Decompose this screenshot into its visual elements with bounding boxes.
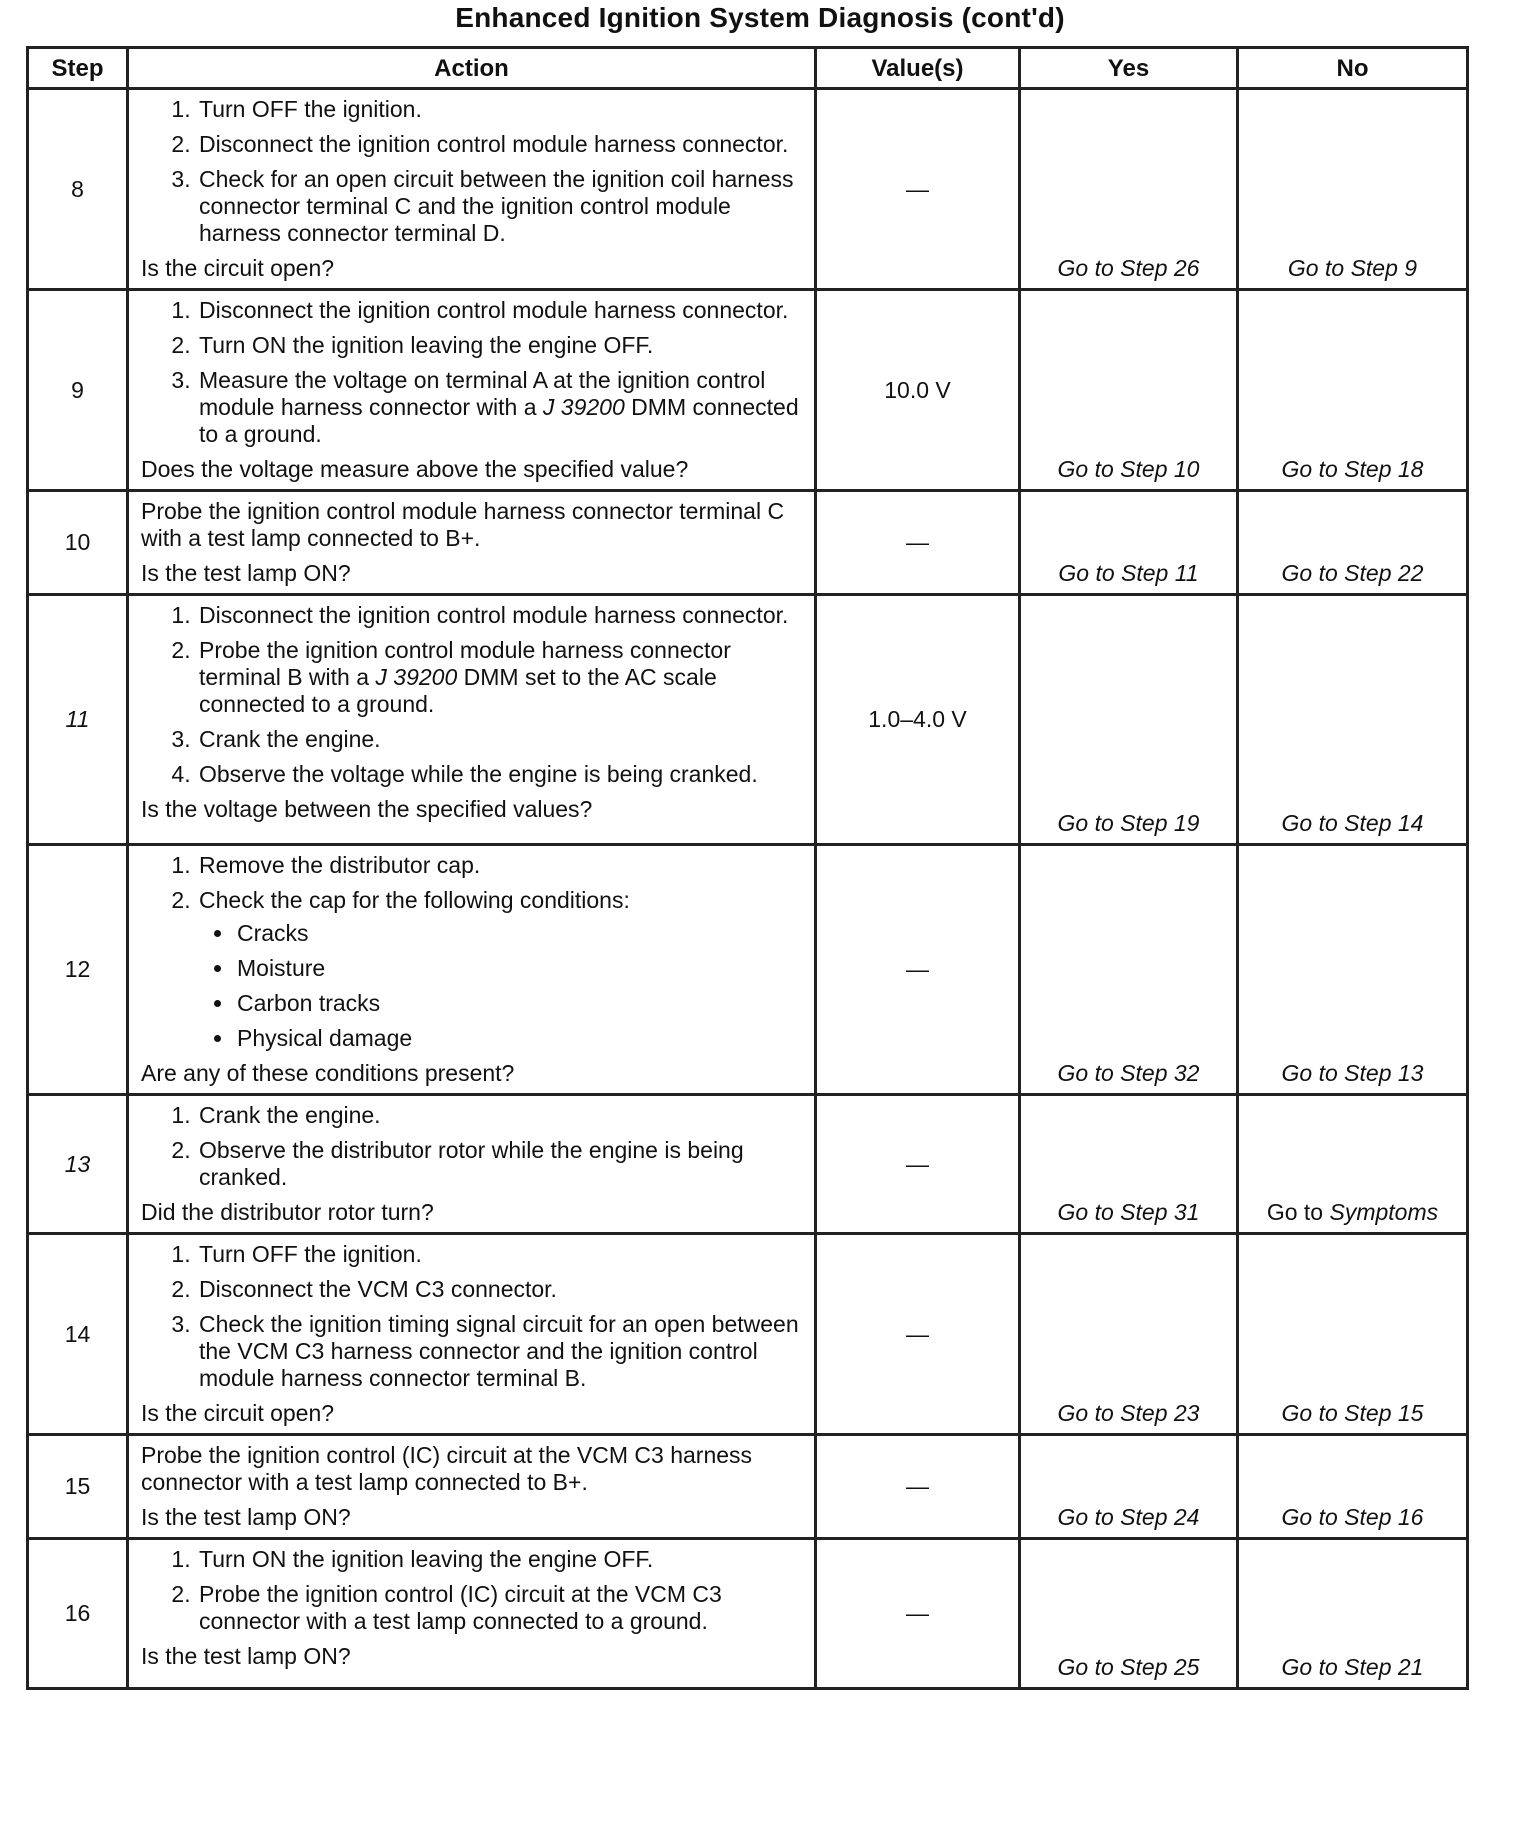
table-row: [28, 1095, 1468, 1234]
action-question: Is the circuit open?: [141, 255, 335, 281]
yes-link[interactable]: Go to Step 31: [1020, 1095, 1238, 1234]
no-link[interactable]: Go to Step 16: [1238, 1435, 1468, 1539]
table-row: [28, 89, 1468, 290]
action-question: Is the test lamp ON?: [141, 1643, 351, 1669]
step-number: 15: [28, 1435, 128, 1539]
action-text: Probe the ignition control module harness connector terminal C with a test lamp connected to B+.: [141, 498, 785, 551]
condition-item: • Physical damage: [235, 1025, 806, 1052]
action-text: Check the cap for the following conditions:: [199, 887, 630, 913]
value-cell: —: [816, 89, 1020, 290]
action-step: [197, 367, 806, 448]
action-cell: [128, 1234, 816, 1435]
value-cell: 10.0 V: [816, 290, 1020, 491]
action-step: 1. Crank the engine.: [197, 1102, 806, 1129]
action-cell: [128, 845, 816, 1095]
header-step: Step: [28, 48, 128, 89]
diagnosis-table: [26, 46, 1469, 1690]
action-steps: [141, 852, 806, 1052]
step-number: 9: [28, 290, 128, 491]
action-cell: [128, 290, 816, 491]
action-cell: [128, 1435, 816, 1539]
action-step: 1. Disconnect the ignition control module harness connector.: [197, 297, 806, 324]
value-cell: —: [816, 845, 1020, 1095]
yes-link[interactable]: Go to Step 25: [1020, 1539, 1238, 1689]
yes-link[interactable]: Go to Step 11: [1020, 491, 1238, 595]
action-step: 2. Turn ON the ignition leaving the engine OFF.: [197, 332, 806, 359]
action-step: 3. Check the ignition timing signal circuit for an open between the VCM C3 harness connector and the ignition control module harness connector terminal B.: [197, 1311, 806, 1392]
value-cell: —: [816, 1234, 1020, 1435]
step-number: 10: [28, 491, 128, 595]
action-steps: [141, 1546, 806, 1635]
yes-link[interactable]: Go to Step 26: [1020, 89, 1238, 290]
action-steps: [141, 297, 806, 448]
action-step: 1. Turn ON the ignition leaving the engine OFF.: [197, 1546, 806, 1573]
condition-item: • Carbon tracks: [235, 990, 806, 1017]
action-cell: [128, 1539, 816, 1689]
no-link[interactable]: Go to Step 14: [1238, 595, 1468, 845]
header-row: [28, 48, 1468, 89]
step-number: 16: [28, 1539, 128, 1689]
action-question: Does the voltage measure above the specified value?: [141, 456, 689, 482]
yes-link[interactable]: Go to Step 19: [1020, 595, 1238, 845]
step-number: 11: [28, 595, 128, 845]
step-number: 8: [28, 89, 128, 290]
value-cell: —: [816, 1095, 1020, 1234]
header-values: Value(s): [816, 48, 1020, 89]
table-row: [28, 491, 1468, 595]
action-steps: [141, 1241, 806, 1392]
action-text: DMM set to the AC scale connected to a ground.: [199, 664, 717, 717]
no-link[interactable]: Go to Step 21: [1238, 1539, 1468, 1689]
table-row: [28, 595, 1468, 845]
action-text: Probe the ignition control (IC) circuit at the VCM C3 harness connector with a test lamp connected to B+.: [141, 1442, 753, 1495]
condition-list: [199, 920, 806, 1052]
action-cell: [128, 595, 816, 845]
condition-item: • Moisture: [235, 955, 806, 982]
tool-number: J 39200: [375, 664, 458, 690]
no-link[interactable]: [1238, 1095, 1468, 1234]
action-text: DMM connected to a ground.: [199, 394, 799, 447]
header-action: Action: [128, 48, 816, 89]
step-number: 13: [28, 1095, 128, 1234]
action-step: 1. Turn OFF the ignition.: [197, 96, 806, 123]
table-row: [28, 1234, 1468, 1435]
step-number: 14: [28, 1234, 128, 1435]
action-step: 4. Observe the voltage while the engine is being cranked.: [197, 761, 806, 788]
table-row: [28, 845, 1468, 1095]
symptoms-link[interactable]: Symptoms: [1329, 1199, 1439, 1225]
value-cell: —: [816, 1435, 1020, 1539]
action-step: 2. Disconnect the ignition control module harness connector.: [197, 131, 806, 158]
header-no: No: [1238, 48, 1468, 89]
step-number: 12: [28, 845, 128, 1095]
no-link[interactable]: Go to Step 18: [1238, 290, 1468, 491]
action-cell: [128, 1095, 816, 1234]
yes-link[interactable]: Go to Step 10: [1020, 290, 1238, 491]
table-row: [28, 1539, 1468, 1689]
table-row: [28, 1435, 1468, 1539]
action-question: Are any of these conditions present?: [141, 1060, 515, 1086]
no-link[interactable]: Go to Step 9: [1238, 89, 1468, 290]
page-title: Enhanced Ignition System Diagnosis (cont'd): [455, 2, 1065, 33]
action-step: 3. Check for an open circuit between the ignition coil harness connector terminal C and the ignition control module harness connector terminal D.: [197, 166, 806, 247]
action-text: Measure the voltage on terminal A at the ignition control module harness connector with a: [199, 367, 766, 420]
action-question: Is the voltage between the specified values?: [141, 796, 593, 822]
action-step: 1. Disconnect the ignition control module harness connector.: [197, 602, 806, 629]
value-cell: 1.0–4.0 V: [816, 595, 1020, 845]
no-link[interactable]: Go to Step 22: [1238, 491, 1468, 595]
action-step: 1. Turn OFF the ignition.: [197, 1241, 806, 1268]
no-link-prefix: Go to: [1266, 1199, 1330, 1225]
action-question: Is the circuit open?: [141, 1400, 335, 1426]
action-step: [197, 637, 806, 718]
condition-item: • Cracks: [235, 920, 806, 947]
action-cell: [128, 491, 816, 595]
value-cell: —: [816, 491, 1020, 595]
action-question: Is the test lamp ON?: [141, 560, 351, 586]
action-step: 3. Crank the engine.: [197, 726, 806, 753]
action-step: 1. Remove the distributor cap.: [197, 852, 806, 879]
action-step: 2. Observe the distributor rotor while the engine is being cranked.: [197, 1137, 806, 1191]
action-step: 2. Probe the ignition control (IC) circuit at the VCM C3 connector with a test lamp connected to a ground.: [197, 1581, 806, 1635]
action-text: Probe the ignition control module harness connector terminal B with a: [199, 637, 731, 690]
tool-number: J 39200: [542, 394, 625, 420]
yes-link[interactable]: Go to Step 32: [1020, 845, 1238, 1095]
no-link[interactable]: Go to Step 15: [1238, 1234, 1468, 1435]
yes-link[interactable]: Go to Step 23: [1020, 1234, 1238, 1435]
header-yes: Yes: [1020, 48, 1238, 89]
action-steps: [141, 96, 806, 247]
value-cell: —: [816, 1539, 1020, 1689]
no-link[interactable]: Go to Step 13: [1238, 845, 1468, 1095]
action-question: Did the distributor rotor turn?: [141, 1199, 434, 1225]
action-step: 2. Disconnect the VCM C3 connector.: [197, 1276, 806, 1303]
action-cell: [128, 89, 816, 290]
action-steps: [141, 1102, 806, 1191]
action-steps: [141, 602, 806, 788]
table-row: [28, 290, 1468, 491]
action-step: [197, 887, 806, 1052]
yes-link[interactable]: Go to Step 24: [1020, 1435, 1238, 1539]
action-question: Is the test lamp ON?: [141, 1504, 351, 1530]
